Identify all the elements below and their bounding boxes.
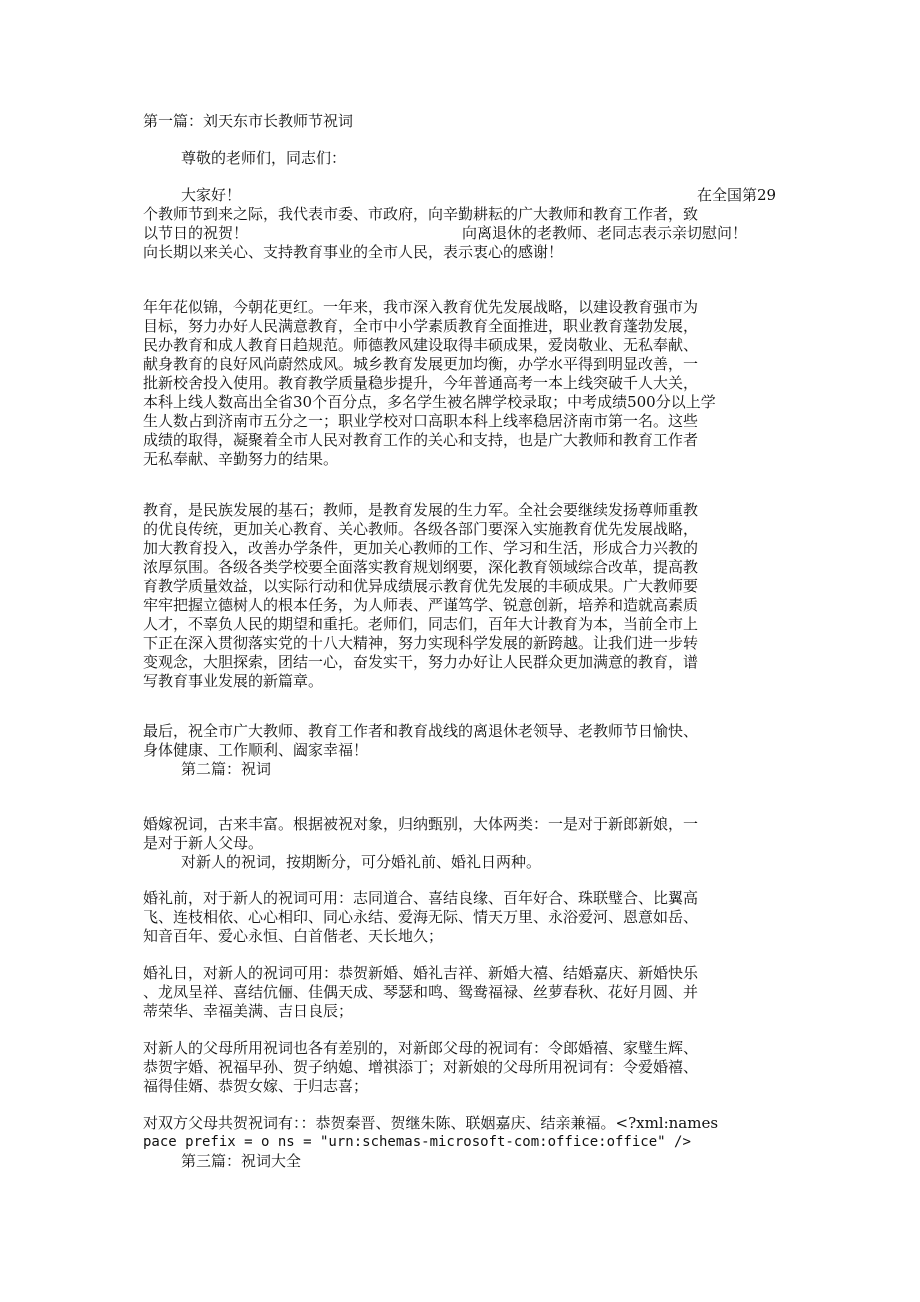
p1-line: 以节日的祝贺！ xyxy=(143,224,249,242)
p2-line: 献身教育的良好风尚蔚然成风。城乡教育发展更加均衡，办学水平得到明显改善，一 xyxy=(143,355,699,373)
s2-before-line: 知音百年、爱心永恒、白首偕老、天长地久； xyxy=(143,927,444,945)
p1-line: 向离退休的老教师、老同志表示亲切慰问！ xyxy=(462,224,748,242)
s2-before-line: 飞、连枝相依、心心相印、同心永结、爱海无际、情天万里、永浴爱河、恩意如岳、 xyxy=(143,908,699,926)
p2-line: 成绩的取得，凝聚着全市人民对教育工作的关心和支持，也是广大教师和教育工作者 xyxy=(143,431,699,449)
s2-parents-line: 恭贺字婚、祝福早孙、贺子纳媳、增祺添丁；对新娘的父母所用祝词有：令爱婚禧、 xyxy=(143,1058,699,1076)
p3-line: 加大教育投入，改善办学条件，更加关心教师的工作、学习和生活，形成合力兴教的 xyxy=(143,539,699,557)
p2-line: 无私奉献、辛勤努力的结果。 xyxy=(143,450,339,468)
p3-line: 人才，不辜负人民的期望和重托。老师们，同志们，百年大计教育为本，当前全市上 xyxy=(143,615,699,633)
s2-before-line: 婚礼前，对于新人的祝词可用：志同道合、喜结良缘、百年好合、珠联璧合、比翼高 xyxy=(143,889,699,907)
p1-hello-right: 在全国第29 xyxy=(697,186,777,204)
s2-both-line: 对双方父母共贺祝词有：：恭贺秦晋、贺继朱陈、联姻嘉庆、结亲兼福。<?xml:names xyxy=(143,1114,719,1132)
p3-line: 下正在深入贯彻落实党的十八大精神，努力实现科学发展的新跨越。让我们进一步转 xyxy=(143,634,699,652)
s2-intro-line: 是对于新人父母。 xyxy=(143,834,264,852)
p3-line: 教育，是民族发展的基石；教师，是教育发展的生力军。全社会要继续发扬尊师重教 xyxy=(143,501,699,519)
p2-line: 年年花似锦，今朝花更红。一年来，我市深入教育优先发展战略，以建设教育强市为 xyxy=(143,298,699,316)
s2-subtitle: 对新人的祝词，按期断分，可分婚礼前、婚礼日两种。 xyxy=(181,853,542,871)
section-1-title: 第一篇：刘天东市长教师节祝词 xyxy=(143,112,354,130)
p4-line: 最后，祝全市广大教师、教育工作者和教育战线的离退休老领导、老教师节日愉快、 xyxy=(143,722,699,740)
p3-line: 的优良传统，更加关心教育、关心教师。各级各部门要深入实施教育优先发展战略， xyxy=(143,520,699,538)
p1-line: 个教师节到来之际，我代表市委、市政府，向辛勤耕耘的广大教师和教育工作者，致 xyxy=(143,205,699,223)
p2-line: 批新校舍投入使用。教育教学质量稳步提升，今年普通高考一本上线突破千人大关， xyxy=(143,374,699,392)
section-2-title: 第二篇：祝词 xyxy=(181,760,272,778)
p2-line: 目标，努力办好人民满意教育，全市中小学素质教育全面推进，职业教育蓬勃发展， xyxy=(143,317,699,335)
greeting: 尊敬的老师们，同志们： xyxy=(181,149,347,167)
p3-line: 写教育事业发展的新篇章。 xyxy=(143,672,324,690)
p4-line: 身体健康、工作顺利、阖家幸福！ xyxy=(143,741,369,759)
p3-line: 变观念，大胆探索，团结一心，奋发实干，努力办好让人民群众更加满意的教育，谱 xyxy=(143,653,699,671)
p2-line: 本科上线人数高出全省30个百分点，多名学生被名牌学校录取；中考成绩500分以上学 xyxy=(143,393,716,411)
s2-parents-line: 对新人的父母所用祝词也各有差别的，对新郎父母的祝词有：令郎婚禧、家璧生辉、 xyxy=(143,1039,699,1057)
p2-line: 生人数占到济南市五分之一；职业学校对口高职本科上线率稳居济南市第一名。这些 xyxy=(143,412,699,430)
p1-line: 向长期以来关心、支持教育事业的全市人民，表示衷心的感谢！ xyxy=(143,243,564,261)
s2-day-line: 、龙凤呈祥、喜结伉俪、佳偶天成、琴瑟和鸣、鸳鸯福禄、丝萝春秋、花好月圆、并 xyxy=(143,983,699,1001)
p3-line: 牢牢把握立德树人的根本任务，为人师表、严谨笃学、锐意创新，培养和造就高素质 xyxy=(143,596,699,614)
s2-day-line: 婚礼日，对新人的祝词可用：恭贺新婚、婚礼吉祥、新婚大禧、结婚嘉庆、新婚快乐 xyxy=(143,964,699,982)
s2-intro-line: 婚嫁祝词，古来丰富。根据被祝对象，归纳甄别，大体两类：一是对于新郎新娘，一 xyxy=(143,815,699,833)
s2-both-xml-line: pace prefix = o ns = "urn:schemas-microsoft-com:office:office" /> xyxy=(143,1134,691,1150)
p1-hello: 大家好！ xyxy=(181,186,242,204)
p3-line: 浓厚氛围。各级各类学校要全面落实教育规划纲要，深化教育领域综合改革，提高教 xyxy=(143,558,699,576)
s2-parents-line: 福得佳婿、恭贺女嫁、于归志喜； xyxy=(143,1077,369,1095)
p3-line: 育教学质量效益，以实际行动和优异成绩展示教育优先发展的丰硕成果。广大教师要 xyxy=(143,577,699,595)
s2-day-line: 蒂荣华、幸福美满、吉日良辰； xyxy=(143,1002,354,1020)
section-3-title: 第三篇：祝词大全 xyxy=(181,1152,302,1170)
p2-line: 民办教育和成人教育日趋规范。师德教风建设取得丰硕成果，爱岗敬业、无私奉献、 xyxy=(143,336,699,354)
